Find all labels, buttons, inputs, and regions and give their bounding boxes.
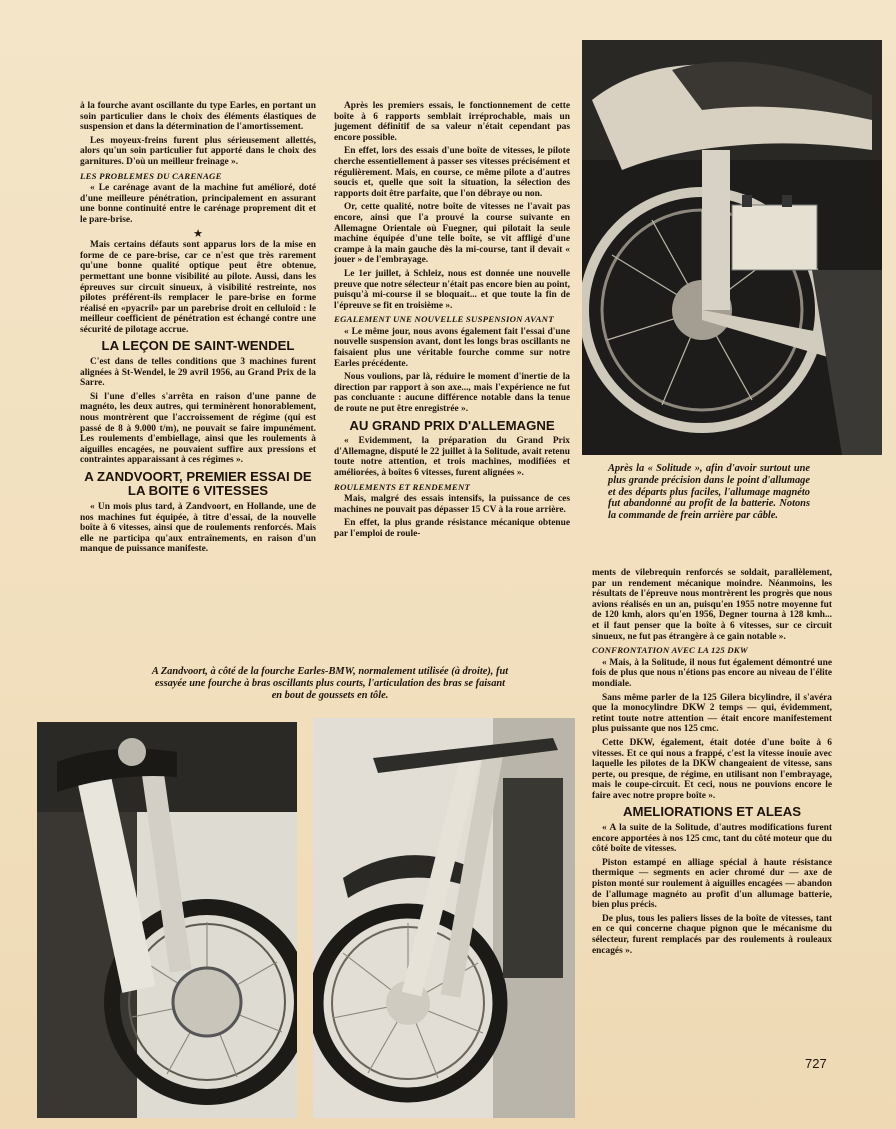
column-1 bbox=[80, 101, 316, 558]
paragraph: « A la suite de la Solitude, d'autres modifications furent encore apportées à nos 125 cmc, tant du côté moteur que du côté boîte de vitesses. bbox=[592, 822, 832, 855]
paragraph: Nous voulions, par là, réduire le moment d'inertie de la direction par rapport à son axe..., mais l'expérience ne fut pas concluante : aucune différence notable dans la tenue de route ne put être enregistrée ». bbox=[334, 372, 570, 415]
paragraph: Cette DKW, également, était dotée d'une boîte à 6 vitesses. Et ce qui nous a frappé, c'est la vitesse inouïe avec laquelle les pilotes de la DKW changeaient de vitesse, sans perte, ou presque, de régime, en utilisant non l'embrayage, mais le coupe-circuit. Et ceci, nous ne pouvions encore le faire avec notre propre boîte ». bbox=[592, 737, 832, 801]
paragraph: Mais, malgré des essais intensifs, la puissance de ces machines ne pouvait pas dépasser 15 CV à la roue arrière. bbox=[334, 494, 570, 515]
paragraph: « Le carénage avant de la machine fut amélioré, doté d'une meilleure pénétration, principalement en assurant une bonne continuité entre le carénage proprement dit et le pare-brise. bbox=[80, 183, 316, 225]
paragraph: C'est dans de telles conditions que 3 machines furent alignées à St-Wendel, le 29 avril 1956, au Grand Prix de la Sarre. bbox=[80, 356, 316, 389]
heading-zandvoort: A ZANDVOORT, PREMIER ESSAI DE LA BOITE 6 VITESSES bbox=[84, 468, 312, 499]
caption-rear-battery: Après la « Solitude », afin d'avoir surtout une plus grande précision dans le point d'allumage et des départs plus faciles, l'allumage magnéto fut abandonné au profit de la batterie. Notons la commande de frein arrière par câble. bbox=[608, 463, 810, 522]
photo-earles-fork-image bbox=[313, 718, 575, 1118]
paragraph: à la fourche avant oscillante du type Earles, en portant un soin particulier dans le choix des éléments élastiques de suspension et dans la détermination de l'amortissement. bbox=[80, 101, 316, 133]
caption-zandvoort-forks: A Zandvoort, à côté de la fourche Earles-BMW, normalement utilisée (à droite), fut essayée une fourche à bras oscillants plus courts, l'articulation des bras se faisant en bout de goussets en tôle. bbox=[151, 666, 509, 701]
column-3 bbox=[592, 568, 832, 959]
photo-short-arm-fork bbox=[37, 722, 297, 1118]
subheading-roulements: ROULEMENTS ET RENDEMENT bbox=[334, 481, 471, 492]
paragraph: « Mais, à la Solitude, il nous fut également démontré une fois de plus que nous n'étions pas encore au niveau de l'élite mondiale. bbox=[592, 657, 832, 689]
heading-grand-prix-allemagne: AU GRAND PRIX D'ALLEMAGNE bbox=[349, 417, 555, 433]
paragraph: Mais certains défauts sont apparus lors de la mise en forme de ce pare-brise, car ce n'est que très rarement qu'une bonne qualité optique peut être obtenue, permettant une bonne visibilité au pilote. Aussi, dans les épreuves sur circuit sinueux, à visibilité restreinte, nos pilotes préférent-ils remplacer le pare-brise en forme réalisé en «pyacril» par un parebrise droit en celluloïd : le meilleur coefficient de pénétration est échangé contre une sécurité de pilotage accrue. bbox=[80, 240, 316, 335]
star-separator: ★ bbox=[193, 227, 203, 240]
paragraph: En effet, la plus grande résistance mécanique obtenue par l'emploi de roule- bbox=[334, 518, 570, 539]
paragraph: Sans même parler de la 125 Gilera bicylindre, il s'avéra que la monocylindre DKW 2 temps — qui, évidemment, retint toute notre attention — était encore manifestement plus puissante que nos 125 cmc. bbox=[592, 692, 832, 735]
paragraph: En effet, lors des essais d'une boîte de vitesses, le pilote cherche essentiellement à passer ses vitesses précisément et régulièrement. Mais, en course, ce même pilote a d'autres soucis et, quelle que soit la situation, la sélection des rapports doit être parfaite, que l'on débraye ou non. bbox=[334, 146, 570, 199]
paragraph: « Le même jour, nous avons également fait l'essai d'une nouvelle suspension avant, dont les longs bras oscillants ne faisaient plus une véritable fourche comme sur notre Earles précédente. bbox=[334, 326, 570, 369]
subheading-carenage: LES PROBLEMES DU CARENAGE bbox=[80, 170, 222, 181]
paragraph: Après les premiers essais, le fonctionnement de cette boîte à 6 rapports semblait irréprochable, mais un jugement définitif de sa valeur n'était cependant pas encore possible. bbox=[334, 101, 570, 143]
paragraph: « Evidemment, la préparation du Grand Prix d'Allemagne, disputé le 22 juillet à la Solitude, avait retenu toute notre attention, et trois machines, modifiées et améliorées, à boîtes 6 vitesses, furent alignées ». bbox=[334, 436, 570, 478]
paragraph: Si l'une d'elles s'arrêta en raison d'une panne de magnéto, les deux autres, qui terminèrent honorablement, nous montrèrent que l'accroissement de régime (qui est passé de 8 à 9.000 t/m), ne pouvait se faire impunément. Les roulements d'embiellage, ainsi que les roulements à aiguilles encagées, ne pouvaient suffire aux pressions et contraintes apparaissant à ces régimes ». bbox=[80, 391, 316, 466]
paragraph: Les moyeux-freins furent plus sérieusement allettés, alors qu'un soin particulier fut apporté dans le choix des garnitures. D'où un meilleur freinage ». bbox=[80, 135, 316, 167]
page-number: 727 bbox=[805, 1056, 827, 1071]
photo-short-arm-fork-image bbox=[37, 722, 297, 1118]
photo-earles-fork bbox=[313, 718, 575, 1118]
paragraph: Le 1er juillet, à Schleiz, nous est donnée une nouvelle preuve que notre sélecteur n'était pas encore bien au point, puisqu'à mi-course il se bloquait... et que toute la fin de l'épreuve se fit en troisième ». bbox=[334, 268, 570, 311]
paragraph: De plus, tous les paliers lisses de la boîte de vitesses, tant en ce qui concerne chaque pignon que le mécanisme du sélecteur, furent remplacés par des roulements à rouleaux encagés ». bbox=[592, 913, 832, 956]
subheading-confrontation: CONFRONTATION AVEC LA 125 DKW bbox=[592, 645, 748, 656]
column-2 bbox=[334, 101, 570, 542]
photo-rear-battery bbox=[582, 40, 882, 455]
paragraph: Piston estampé en alliage spécial à haute résistance thermique — segments en acier chromé dur — axe de piston monté sur roulement à aiguilles encagées — abandon de l'allumage magnéto au profit d'un allumage batterie, bien plus précis. bbox=[592, 857, 832, 911]
photo-rear-battery-image bbox=[582, 40, 882, 455]
paragraph: Or, cette qualité, notre boîte de vitesses ne l'avait pas encore, ainsi que l'a prouvé la course suivante en Allemagne Orientale où Fuegner, qui pilotait la seule machine équipée d'une telle boîte, se vit affligé d'une crampe à la main gauche dès la mi-course, tant il devait « jouer » de l'embrayage. bbox=[334, 202, 570, 266]
heading-saint-wendel: LA LEÇON DE SAINT-WENDEL bbox=[101, 338, 295, 354]
paragraph: ments de vilebrequin renforcés se soldait, parallèlement, par un rendement mécanique moindre. Néanmoins, les résultats de l'épreuve nous montrèrent les progrès que nous avions réalisés en un an, puisqu'en 1955 notre moyenne fut de 120 kmh, alors qu'en 1956, Degner tourna à 128 kmh... et il faut penser que la boîte à 6 vitesses, sur ce circuit sinueux, ne fut pas étrangère à ce gain notable ». bbox=[592, 568, 832, 642]
heading-ameliorations: AMELIORATIONS ET ALEAS bbox=[622, 804, 802, 820]
paragraph: « Un mois plus tard, à Zandvoort, en Hollande, une de nos machines fut équipée, à titre d'essai, de la nouvelle boîte à 6 vitesses, ainsi que de roulements renforcés. Mais elle ne participa qu'aux entraînements, en raison d'un manque de puissance manifeste. bbox=[80, 501, 316, 555]
subheading-suspension: EGALEMENT UNE NOUVELLE SUSPENSION AVANT bbox=[334, 314, 554, 325]
